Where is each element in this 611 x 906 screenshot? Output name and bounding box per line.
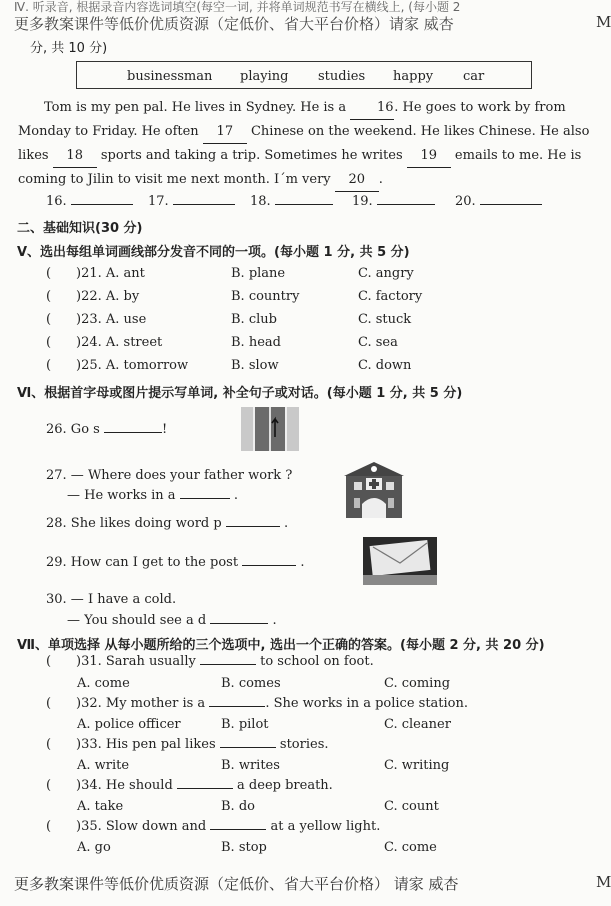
option-33-b: B. writes bbox=[221, 758, 280, 773]
question-33: ( )33. His pen pal likes stories. bbox=[46, 737, 329, 752]
road-picture bbox=[241, 407, 299, 451]
option-34-a: A. take bbox=[77, 799, 124, 814]
option-33-c: C. writing bbox=[384, 758, 450, 773]
answer-18: 18. bbox=[250, 194, 333, 209]
word-bank-item: businessman bbox=[127, 69, 213, 84]
passage-line-4: coming to Jilin to visit me next month. I´m very 20 . bbox=[18, 168, 596, 192]
footer-banner: 更多教案课件等低价优质资源（定低价、省大平台价格） 请家 威杏 bbox=[14, 875, 459, 893]
answer-19: 19. bbox=[352, 194, 435, 209]
blank-18: 18 bbox=[53, 144, 97, 168]
option-22-c: C. factory bbox=[358, 289, 423, 304]
section-6-title: Ⅵ、根据首字母或图片提示写单词, 补全句子或对话。(每小题 1 分, 共 5 分) bbox=[17, 386, 463, 401]
option-25-c: C. down bbox=[358, 358, 412, 373]
question-27-b: — He works in a . bbox=[67, 488, 238, 503]
question-32: ( )32. My mother is a . She works in a police station. bbox=[46, 696, 469, 711]
option-21-c: C. angry bbox=[358, 266, 414, 281]
word-bank-box bbox=[76, 61, 532, 89]
word-bank-item: playing bbox=[240, 69, 289, 84]
option-21-b: B. plane bbox=[231, 266, 286, 281]
question-31: ( )31. Sarah usually to school on foot. bbox=[46, 654, 374, 669]
overlapped-heading: Ⅳ. 听录音, 根据录音内容选词填空(每空一词, 并将单词规范书写在横线上, (每小题 2 bbox=[14, 0, 461, 14]
footer-right-letter: M bbox=[596, 873, 611, 891]
option-34-c: C. count bbox=[384, 799, 439, 814]
question-26: 26. Go s ! bbox=[46, 422, 168, 437]
word-bank-item: happy bbox=[393, 69, 434, 84]
option-32-b: B. pilot bbox=[221, 717, 269, 732]
question-24: ( )24. A. street bbox=[46, 335, 163, 350]
question-30-a: 30. — I have a cold. bbox=[46, 592, 177, 607]
option-34-b: B. do bbox=[221, 799, 255, 814]
answer-20: 20. bbox=[455, 194, 542, 209]
option-31-b: B. comes bbox=[221, 676, 281, 691]
option-31-c: C. coming bbox=[384, 676, 451, 691]
option-35-c: C. come bbox=[384, 840, 437, 855]
hospital-picture bbox=[340, 458, 408, 520]
option-32-a: A. police officer bbox=[77, 717, 181, 732]
option-23-b: B. club bbox=[231, 312, 277, 327]
option-35-a: A. go bbox=[77, 840, 111, 855]
option-35-b: B. stop bbox=[221, 840, 267, 855]
option-24-c: C. sea bbox=[358, 335, 398, 350]
option-25-b: B. slow bbox=[231, 358, 279, 373]
blank-20: 20 bbox=[335, 168, 379, 192]
section-7-title: Ⅶ、单项选择 从每小题所给的三个选项中, 选出一个正确的答案。(每小题 2 分, 共 20 分) bbox=[17, 638, 545, 653]
option-22-b: B. country bbox=[231, 289, 300, 304]
section-5-title: Ⅴ、选出每组单词画线部分发音不同的一项。(每小题 1 分, 共 5 分) bbox=[17, 245, 410, 260]
passage-line-3: likes 18 sports and taking a trip. Sometimes he writes 19 emails to me. He is bbox=[18, 144, 596, 168]
top-banner: 更多教案课件等低价优质资源（定低价、省大平台价格）请家 威杏 bbox=[14, 15, 454, 33]
question-25: ( )25. A. tomorrow bbox=[46, 358, 189, 373]
option-33-a: A. write bbox=[77, 758, 130, 773]
passage-line-2: Monday to Friday. He often 17 Chinese on the weekend. He likes Chinese. He also bbox=[18, 120, 596, 144]
passage-line-1: Tom is my pen pal. He lives in Sydney. He is a 16. He goes to work by from bbox=[18, 96, 596, 120]
question-34: ( )34. He should a deep breath. bbox=[46, 778, 333, 793]
question-27-a: 27. — Where does your father work ? bbox=[46, 468, 293, 483]
option-31-a: A. come bbox=[77, 676, 130, 691]
question-30-b: — You should see a d . bbox=[67, 613, 277, 628]
question-22: ( )22. A. by bbox=[46, 289, 140, 304]
word-bank-item: studies bbox=[318, 69, 366, 84]
blank-16: 16 bbox=[350, 96, 394, 120]
passage bbox=[18, 96, 596, 192]
question-23: ( )23. A. use bbox=[46, 312, 147, 327]
section-2-title: 二、基础知识(30 分) bbox=[17, 221, 143, 236]
option-23-c: C. stuck bbox=[358, 312, 412, 327]
top-right-letter: M bbox=[596, 13, 611, 31]
option-24-b: B. head bbox=[231, 335, 281, 350]
question-21: ( )21. A. ant bbox=[46, 266, 145, 281]
post-office-picture bbox=[363, 537, 437, 585]
blank-19: 19 bbox=[407, 144, 451, 168]
blank-17: 17 bbox=[203, 120, 247, 144]
answer-17: 17. bbox=[148, 194, 235, 209]
question-29: 29. How can I get to the post . bbox=[46, 555, 305, 570]
word-bank-item: car bbox=[463, 69, 485, 84]
question-35: ( )35. Slow down and at a yellow light. bbox=[46, 819, 381, 834]
question-28: 28. She likes doing word p . bbox=[46, 516, 289, 531]
answer-16: 16. bbox=[46, 194, 133, 209]
option-32-c: C. cleaner bbox=[384, 717, 451, 732]
score-line: 分, 共 10 分) bbox=[30, 41, 108, 56]
